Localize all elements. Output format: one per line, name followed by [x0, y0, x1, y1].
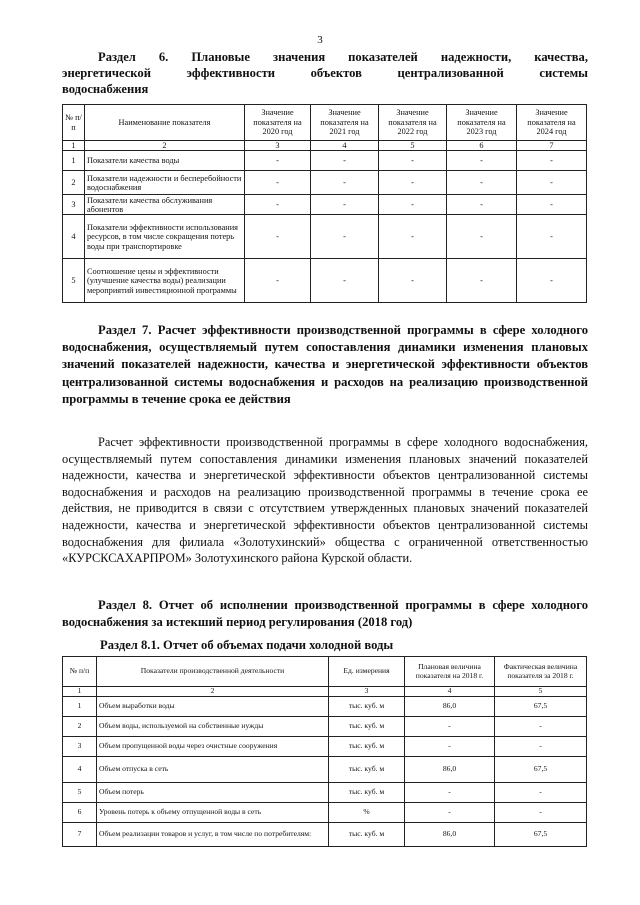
- indicator-name: Показатели эффективности использования ресурсов, в том числе сокращения потерь воды при транспортировке: [85, 215, 245, 259]
- unit-cell: тыс. куб. м: [329, 783, 405, 803]
- row-number: 4: [63, 215, 85, 259]
- col-number: 1: [63, 141, 85, 151]
- unit-cell: тыс. куб. м: [329, 697, 405, 717]
- value-cell: -: [447, 151, 517, 171]
- plan-cell: -: [405, 737, 495, 757]
- table-row: [63, 215, 587, 259]
- value-cell: -: [245, 171, 311, 195]
- unit-cell: тыс. куб. м: [329, 737, 405, 757]
- header-cell: № п/п: [63, 105, 85, 141]
- unit-cell: %: [329, 803, 405, 823]
- value-cell: -: [447, 259, 517, 303]
- indicator-name: Показатели качества воды: [85, 151, 245, 171]
- value-cell: -: [517, 171, 587, 195]
- plan-cell: -: [405, 783, 495, 803]
- col-number: 3: [245, 141, 311, 151]
- section6-heading-line2: энергетической эффективности объектов централизованной системы: [62, 66, 588, 80]
- value-cell: -: [311, 171, 379, 195]
- table-header-row: [63, 105, 587, 141]
- col-number: 3: [329, 687, 405, 697]
- col-number: 2: [85, 141, 245, 151]
- indicator-name: Уровень потерь к объему отпущенной воды в сеть: [97, 803, 329, 823]
- col-number: 5: [379, 141, 447, 151]
- value-cell: -: [379, 259, 447, 303]
- header-cell: Значение показателя на 2022 год: [379, 105, 447, 141]
- row-number: 5: [63, 783, 97, 803]
- column-number-row: [63, 141, 587, 151]
- table-row: [63, 697, 587, 717]
- section81-table: [62, 656, 587, 847]
- col-number: 2: [97, 687, 329, 697]
- header-cell: Ед. измерения: [329, 657, 405, 687]
- row-number: 2: [63, 171, 85, 195]
- col-number: 7: [517, 141, 587, 151]
- value-cell: -: [447, 171, 517, 195]
- page-number: 3: [317, 34, 323, 46]
- indicator-name: Показатели качества обслуживания абонентов: [85, 195, 245, 215]
- value-cell: -: [447, 215, 517, 259]
- section6-heading-line1: Раздел 6. Плановые значения показателей надежности, качества,: [98, 50, 588, 64]
- header-cell: Наименование показателя: [85, 105, 245, 141]
- column-number-row: [63, 687, 587, 697]
- header-cell: Фактическая величина показателя за 2018 г.: [495, 657, 587, 687]
- value-cell: -: [311, 195, 379, 215]
- indicator-name: Объем потерь: [97, 783, 329, 803]
- indicator-name: Объем отпуска в сеть: [97, 757, 329, 783]
- value-cell: -: [517, 195, 587, 215]
- value-cell: -: [517, 151, 587, 171]
- indicator-name: Объем выработки воды: [97, 697, 329, 717]
- row-number: 4: [63, 757, 97, 783]
- row-number: 1: [63, 151, 85, 171]
- value-cell: -: [379, 195, 447, 215]
- value-cell: -: [245, 215, 311, 259]
- table-row: [63, 171, 587, 195]
- value-cell: -: [379, 215, 447, 259]
- col-number: 4: [405, 687, 495, 697]
- indicator-name: Объем реализации товаров и услуг, в том числе по потребителям:: [97, 823, 329, 847]
- fact-cell: -: [495, 737, 587, 757]
- value-cell: -: [517, 215, 587, 259]
- value-cell: -: [311, 215, 379, 259]
- unit-cell: тыс. куб. м: [329, 823, 405, 847]
- table-row: [63, 783, 587, 803]
- value-cell: -: [245, 195, 311, 215]
- indicator-name: Показатели надежности и бесперебойности водоснабжения: [85, 171, 245, 195]
- value-cell: -: [245, 151, 311, 171]
- section6-heading-line3: водоснабжения: [62, 82, 149, 96]
- fact-cell: -: [495, 717, 587, 737]
- row-number: 5: [63, 259, 85, 303]
- col-number: 4: [311, 141, 379, 151]
- unit-cell: тыс. куб. м: [329, 717, 405, 737]
- col-number: 5: [495, 687, 587, 697]
- table-row: [63, 151, 587, 171]
- unit-cell: тыс. куб. м: [329, 757, 405, 783]
- table-row: [63, 803, 587, 823]
- header-cell: Значение показателя на 2024 год: [517, 105, 587, 141]
- value-cell: -: [379, 151, 447, 171]
- section6-table: [62, 104, 587, 303]
- plan-cell: -: [405, 717, 495, 737]
- table-row: [63, 717, 587, 737]
- indicator-name: Объем воды, используемой на собственные нужды: [97, 717, 329, 737]
- section7-heading: Раздел 7. Расчет эффективности производственной программы в сфере холодного водоснабжения, осуществляемый путем сопоставления динамики изменения плановых значений показателей надежности, качества и энергетической эффективности объектов централизованной системы водоснабжения и расходов на реализацию производственной программы в течение срока ее действия: [62, 323, 588, 406]
- header-cell: Показатели производственной деятельности: [97, 657, 329, 687]
- fact-cell: 67,5: [495, 697, 587, 717]
- plan-cell: 86,0: [405, 823, 495, 847]
- section81-heading: Раздел 8.1. Отчет об объемах подачи холодной воды: [100, 638, 394, 652]
- section8-heading: Раздел 8. Отчет об исполнении производственной программы в сфере холодного водоснабжения за истекший период регулирования (2018 год): [62, 598, 588, 629]
- value-cell: -: [245, 259, 311, 303]
- table-row: [63, 259, 587, 303]
- row-number: 6: [63, 803, 97, 823]
- table-header-row: [63, 657, 587, 687]
- row-number: 2: [63, 717, 97, 737]
- value-cell: -: [311, 259, 379, 303]
- table-row: [63, 195, 587, 215]
- header-cell: № п/п: [63, 657, 97, 687]
- value-cell: -: [517, 259, 587, 303]
- header-cell: Плановая величина показателя на 2018 г.: [405, 657, 495, 687]
- fact-cell: 67,5: [495, 757, 587, 783]
- table-row: [63, 737, 587, 757]
- fact-cell: -: [495, 803, 587, 823]
- row-number: 3: [63, 195, 85, 215]
- row-number: 7: [63, 823, 97, 847]
- value-cell: -: [379, 171, 447, 195]
- header-cell: Значение показателя на 2023 год: [447, 105, 517, 141]
- header-cell: Значение показателя на 2021 год: [311, 105, 379, 141]
- table-row: [63, 823, 587, 847]
- table-row: [63, 757, 587, 783]
- fact-cell: 67,5: [495, 823, 587, 847]
- plan-cell: 86,0: [405, 697, 495, 717]
- row-number: 1: [63, 697, 97, 717]
- plan-cell: -: [405, 803, 495, 823]
- row-number: 3: [63, 737, 97, 757]
- header-cell: Значение показателя на 2020 год: [245, 105, 311, 141]
- indicator-name: Соотношение цены и эффективности (улучшение качества воды) реализации мероприятий инвестиционной программы: [85, 259, 245, 303]
- fact-cell: -: [495, 783, 587, 803]
- value-cell: -: [447, 195, 517, 215]
- value-cell: -: [311, 151, 379, 171]
- section7-paragraph: Расчет эффективности производственной программы в сфере холодного водоснабжения, осуществляемый путем сопоставления динамики изменения плановых значений показателей надежности, качества и энергетической эффективности объектов централизованной системы водоснабжения и расходов на реализацию производственной программы в течение срока ее действия, не приводится в связи с отсутствием утвержденных плановых значений показателей надежности, качества и энергетической эффективности объектов централизованной системы водоснабжения для филиала «Золотухинский» общества с ограниченной ответственностью «КУРСКСАХАРПРОМ» Золотухинского района Курской области.: [62, 435, 588, 566]
- col-number: 6: [447, 141, 517, 151]
- plan-cell: 86,0: [405, 757, 495, 783]
- indicator-name: Объем пропущенной воды через очистные сооружения: [97, 737, 329, 757]
- col-number: 1: [63, 687, 97, 697]
